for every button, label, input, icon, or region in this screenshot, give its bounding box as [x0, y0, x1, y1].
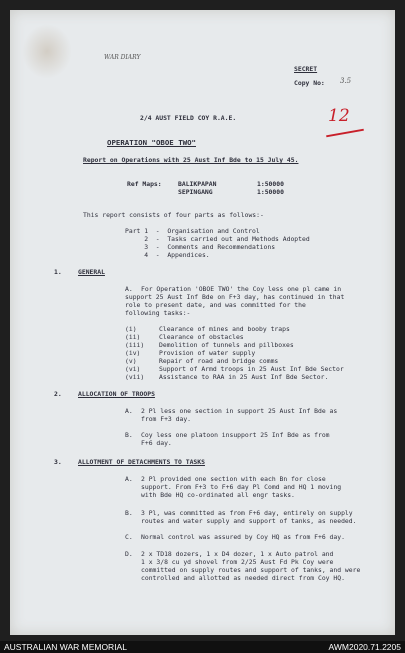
- para-label: B.: [125, 509, 133, 517]
- para-line: Coy less one platoon insupport 25 Inf Bde as from: [141, 431, 330, 439]
- para-line: routes and water supply and support of tanks, as needed.: [141, 517, 357, 525]
- ref-map-name: SEPINGANG: [178, 188, 213, 196]
- classification-stamp: SECRET: [294, 65, 318, 73]
- section-number: 3.: [54, 458, 62, 466]
- operation-title: OPERATION "OBOE TWO": [107, 138, 196, 147]
- para-line: committed on supply routes and support of tanks, and were: [141, 566, 361, 574]
- section-heading: GENERAL: [78, 268, 105, 276]
- ref-maps-label: Ref Maps:: [127, 180, 162, 188]
- section-number: 1.: [54, 268, 62, 276]
- para-line: with Bde HQ co-ordinated all engr tasks.: [141, 491, 295, 499]
- para-label: A.: [125, 475, 133, 483]
- para-line: 2 Pl less one section in support 25 Aust Inf Bde as: [141, 407, 338, 415]
- copy-number: 3.5: [340, 77, 352, 85]
- report-subtitle: Report on Operations with 25 Aust Inf Bde to 15 July 45.: [83, 156, 299, 164]
- war-diary-annotation: WAR DIARY: [104, 54, 141, 61]
- footer-bar: [0, 641, 405, 653]
- para-line: 3 Pl, was committed as from F+6 day, entirely on supply: [141, 509, 353, 517]
- para-line: from F+3 day.: [141, 415, 192, 423]
- part-line: 4 - Appendices.: [125, 251, 210, 259]
- ref-map-scale: 1:50000: [257, 180, 284, 188]
- paper-stain: [22, 24, 72, 79]
- ref-map-scale: 1:50000: [257, 188, 284, 196]
- task-number: (v): [125, 357, 137, 365]
- para-label: A.: [125, 407, 133, 415]
- task-text: Repair of road and bridge comms: [159, 357, 279, 365]
- section-heading: ALLOCATION OF TROOPS: [78, 390, 155, 398]
- para-line: support. From F+3 to F+6 day Pl Comd and HQ 1 moving: [141, 483, 342, 491]
- ref-map-name: BALIKPAPAN: [178, 180, 217, 188]
- task-text: Clearance of obstacles: [159, 333, 244, 341]
- task-number: (ii): [125, 333, 141, 341]
- task-number: (vii): [125, 373, 145, 381]
- para-line: following tasks:-: [125, 309, 191, 317]
- para-line: F+6 day.: [141, 439, 172, 447]
- para-line: 1 x 3/8 cu yd shovel from 2/25 Aust Fd Pk Coy were: [141, 558, 334, 566]
- part-line: 2 - Tasks carried out and Methods Adopted: [125, 235, 310, 243]
- para-line: controlled and allotted as needed direct from Coy HQ.: [141, 574, 345, 582]
- task-text: Clearance of mines and booby traps: [159, 325, 290, 333]
- para-line: Normal control was assured by Coy HQ as from F+6 day.: [141, 533, 345, 541]
- intro-text: This report consists of four parts as follows:-: [83, 211, 264, 219]
- section-heading: ALLOTMENT OF DETACHMENTS TO TASKS: [78, 458, 205, 466]
- task-number: (iii): [125, 341, 145, 349]
- task-text: Provision of water supply: [159, 349, 256, 357]
- task-number: (vi): [125, 365, 141, 373]
- part-line: 3 - Comments and Recommendations: [125, 243, 276, 251]
- page-mark-underline: [326, 129, 364, 138]
- task-text: Support of Armd troops in 25 Aust Inf Bde Sector: [159, 365, 344, 373]
- para-line: 2 Pl provided one section with each Bn for close: [141, 475, 326, 483]
- task-text: Assistance to RAA in 25 Aust Inf Bde Sector.: [159, 373, 329, 381]
- para-label: A.: [125, 285, 133, 293]
- para-line: support 25 Aust Inf Bde on F+3 day, has continued in that: [125, 293, 345, 301]
- page-mark: 12: [328, 106, 350, 126]
- para-line: For Operation 'OBOE TWO' the Coy less one pl came in: [141, 285, 342, 293]
- footer-accession-number: AWM2020.71.2205: [328, 642, 401, 652]
- para-label: D.: [125, 550, 133, 558]
- footer-institution: AUSTRALIAN WAR MEMORIAL: [4, 642, 127, 652]
- para-label: B.: [125, 431, 133, 439]
- para-label: C.: [125, 533, 133, 541]
- section-number: 2.: [54, 390, 62, 398]
- unit-title: 2/4 AUST FIELD COY R.A.E.: [140, 114, 237, 122]
- para-line: role to present date, and was committed for the: [125, 301, 306, 309]
- part-line: Part 1 - Organisation and Control: [125, 227, 260, 235]
- task-number: (iv): [125, 349, 141, 357]
- task-number: (i): [125, 325, 137, 333]
- copy-label: Copy No:: [294, 79, 325, 87]
- document-page: [10, 10, 395, 635]
- para-line: 2 x TD18 dozers, 1 x D4 dozer, 1 x Auto patrol and: [141, 550, 334, 558]
- task-text: Demolition of tunnels and pillboxes: [159, 341, 294, 349]
